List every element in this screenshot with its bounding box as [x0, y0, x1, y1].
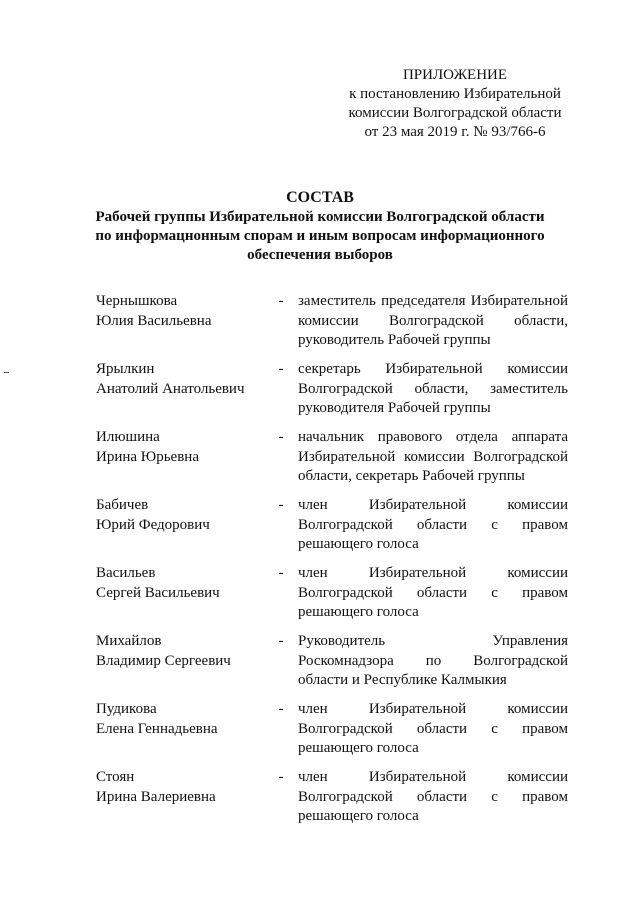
member-role: [298, 428, 568, 487]
role-line: член Избирательной комиссии: [298, 769, 568, 785]
member-surname: Васильев: [96, 565, 156, 581]
role-line: Волгоградской области с правом: [298, 516, 568, 533]
member-surname: Пудикова: [96, 701, 157, 717]
appendix-header: [330, 66, 580, 142]
role-line: руководителя Рабочей группы: [298, 400, 491, 416]
role-line: член Избирательной комиссии: [298, 565, 568, 581]
appendix-line: к постановлению Избирательной: [349, 86, 561, 102]
member-surname: Чернышкова: [96, 293, 178, 309]
member-entry: [0, 564, 640, 632]
member-given-name: Владимир Сергеевич: [96, 652, 231, 669]
member-given-name: Юлия Васильевна: [96, 312, 212, 329]
member-surname: Бабичев: [96, 497, 149, 513]
role-line: член Избирательной комиссии: [298, 497, 568, 513]
member-given-name: Сергей Васильевич: [96, 584, 220, 601]
role-line: член Избирательной комиссии: [298, 701, 568, 717]
member-entry: [0, 496, 640, 564]
member-entry: [0, 768, 640, 836]
role-line: решающего голоса: [298, 604, 419, 620]
member-surname: Ярылкин: [96, 361, 155, 377]
title-line: Рабочей группы Избирательной комиссии Волгоградской области: [95, 209, 545, 225]
member-name: [96, 428, 276, 467]
role-line: Волгоградской области с правом: [298, 788, 568, 805]
member-dash: -: [278, 769, 284, 785]
member-name: [96, 700, 276, 739]
role-line: секретарь Избирательной комиссии: [298, 361, 568, 377]
role-line: решающего голоса: [298, 740, 419, 756]
member-role: [298, 360, 568, 419]
member-role: [298, 496, 568, 555]
member-name: [96, 360, 276, 399]
title-line: по информацнонным спорам и иным вопросам информационного: [95, 228, 545, 244]
member-role: [298, 700, 568, 759]
member-list: [0, 292, 640, 836]
member-role: [298, 292, 568, 351]
member-entry: [0, 700, 640, 768]
member-name: [96, 564, 276, 603]
role-line: Руководитель Управления: [298, 633, 568, 649]
role-line: начальник правового отдела аппарата: [298, 429, 568, 445]
member-given-name: Юрий Федорович: [96, 516, 210, 533]
member-given-name: Ирина Валериевна: [96, 788, 216, 805]
member-given-name: Елена Геннадьевна: [96, 720, 218, 737]
member-surname: Илюшина: [96, 429, 160, 445]
title-heading: СОСТАВ: [286, 189, 354, 206]
role-line: решающего голоса: [298, 808, 419, 824]
member-entry: [0, 428, 640, 496]
member-name: [96, 632, 276, 671]
member-name: [96, 496, 276, 535]
member-given-name: Анатолий Анатольевич: [96, 380, 245, 397]
document-title: [80, 188, 560, 265]
member-entry: [0, 292, 640, 360]
member-dash: -: [278, 497, 284, 513]
role-line: заместитель председателя Избирательной: [298, 293, 568, 309]
role-line: Волгоградской области с правом: [298, 584, 568, 601]
role-line: Волгоградской области с правом: [298, 720, 568, 737]
role-line: решающего голоса: [298, 536, 419, 552]
appendix-line: комиссии Волгоградской области: [348, 105, 562, 121]
member-dash: -: [278, 361, 284, 377]
member-surname: Михайлов: [96, 633, 162, 649]
member-role: [298, 768, 568, 827]
member-name: [96, 768, 276, 807]
member-dash: -: [278, 701, 284, 717]
member-dash: -: [278, 565, 284, 581]
member-entry: [0, 632, 640, 700]
member-dash: -: [278, 633, 284, 649]
role-line: области и Республике Калмыкия: [298, 672, 507, 688]
member-role: [298, 632, 568, 691]
member-entry: [0, 360, 640, 428]
member-dash: -: [278, 293, 284, 309]
appendix-date-number: от 23 мая 2019 г. № 93/766-6: [364, 124, 546, 140]
role-line: Роскомнадзора по Волгоградской: [298, 652, 568, 669]
appendix-label: ПРИЛОЖЕНИЕ: [402, 67, 508, 83]
member-role: [298, 564, 568, 623]
title-line: обеспечения выборов: [247, 247, 393, 263]
role-line: Волгоградской области, заместитель: [298, 380, 568, 397]
member-name: [96, 292, 276, 331]
member-given-name: Ирина Юрьевна: [96, 448, 199, 465]
role-line: области, секретарь Рабочей группы: [298, 468, 525, 484]
member-dash: -: [278, 429, 284, 445]
role-line: Избирательной комиссии Волгоградской: [298, 448, 568, 465]
role-line: руководитель Рабочей группы: [298, 332, 491, 348]
member-surname: Стоян: [96, 769, 135, 785]
role-line: комиссии Волгоградской области,: [298, 312, 568, 329]
